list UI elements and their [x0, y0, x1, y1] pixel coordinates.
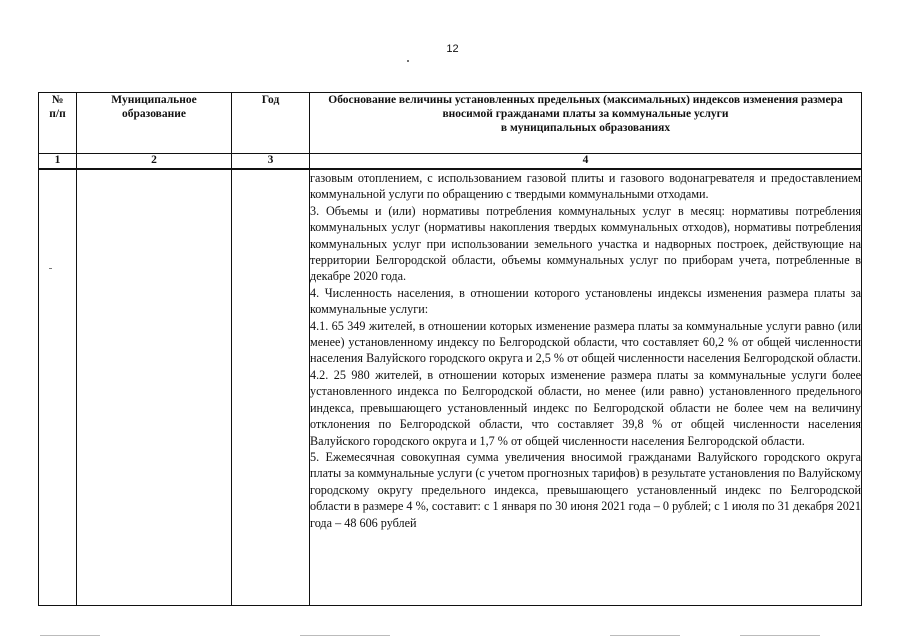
column-number: 2 [77, 154, 232, 170]
header-municipality-label: Муниципальное образование [111, 94, 197, 120]
scan-line [610, 635, 680, 636]
header-num [39, 93, 77, 154]
header-num-label: № п/п [49, 94, 66, 120]
paragraph: газовым отоплением, с использованием газовой плиты и газового водонагревателя и предоставлением коммунальной услуги по обращению с твердыми коммунальными отходами. [310, 171, 861, 202]
paragraph: 3. Объемы и (или) нормативы потребления коммунальных услуг в месяц: нормативы потребления коммунальных услуг (нормативы накопления твердых коммунальных отходов), нормативы потребления коммунальных услуг при использовании земельного участка и надворных построек, действующие на территории Белгородской области, объемы коммунальных услуг по приборам учета, потребленные в декабре 2020 года. [310, 203, 861, 284]
table-row [39, 169, 862, 606]
scan-line [40, 635, 100, 636]
page-number: 12 [446, 43, 459, 55]
column-number: 4 [310, 154, 862, 170]
justification-table [38, 92, 862, 606]
cell-municipality [77, 169, 232, 606]
paragraph: 4.2. 25 980 жителей, в отношении которых изменение размера платы за коммунальные услуги более установленного индекса по Белгородской области, но менее (или равно) установленного предельного индекса, превышающего установленный индекс по Белгородской области не более чем на величину отклонения по Белгородской области, что составляет 39,8 % от общей численности населения Валуйского городского округа и 1,7 % от общей численности населения Белгородской области. [310, 367, 861, 448]
header-basis [310, 93, 862, 154]
scan-speck [407, 60, 409, 62]
paragraph: 4.1. 65 349 жителей, в отношении которых изменение размера платы за коммунальные услуги равно (или менее) установленному индексу по Белгородской области, что составляет 60,2 % от общей численности населения Валуйского городского округа и 2,5 % от общей численности населения Белгородской области. [310, 318, 861, 366]
column-number: 1 [39, 154, 77, 170]
cell-year [232, 169, 310, 606]
scan-line [740, 635, 820, 636]
header-row [39, 93, 862, 154]
header-year-label: Год [261, 94, 280, 106]
header-basis-label: Обоснование величины установленных предельных (максимальных) индексов изменения размера вносимой гражданами платы за коммунальные услуги в муниципальных образованиях [328, 94, 843, 134]
paragraph: 4. Численность населения, в отношении которого установлены индексы изменения размера платы за коммунальные услуги: [310, 285, 861, 317]
scan-edge-lines [0, 635, 905, 636]
header-year [232, 93, 310, 154]
cell-num [39, 169, 77, 606]
column-number: 3 [232, 154, 310, 170]
header-municipality [77, 93, 232, 154]
paragraph: 5. Ежемесячная совокупная сумма увеличения вносимой гражданами Валуйского городского округа платы за коммунальные услуги (с учетом прогнозных тарифов) в результате установления по Валуйскому городскому округу предельного индекса, превышающего установленный индекс по Белгородской области в размере 4 %, составит: с 1 января по 30 июня 2021 года – 0 рублей; с 1 июля по 31 декабря 2021 года – 48 606 рублей [310, 449, 861, 530]
column-number-row [39, 154, 862, 170]
cell-basis [310, 169, 862, 606]
scan-line [300, 635, 390, 636]
